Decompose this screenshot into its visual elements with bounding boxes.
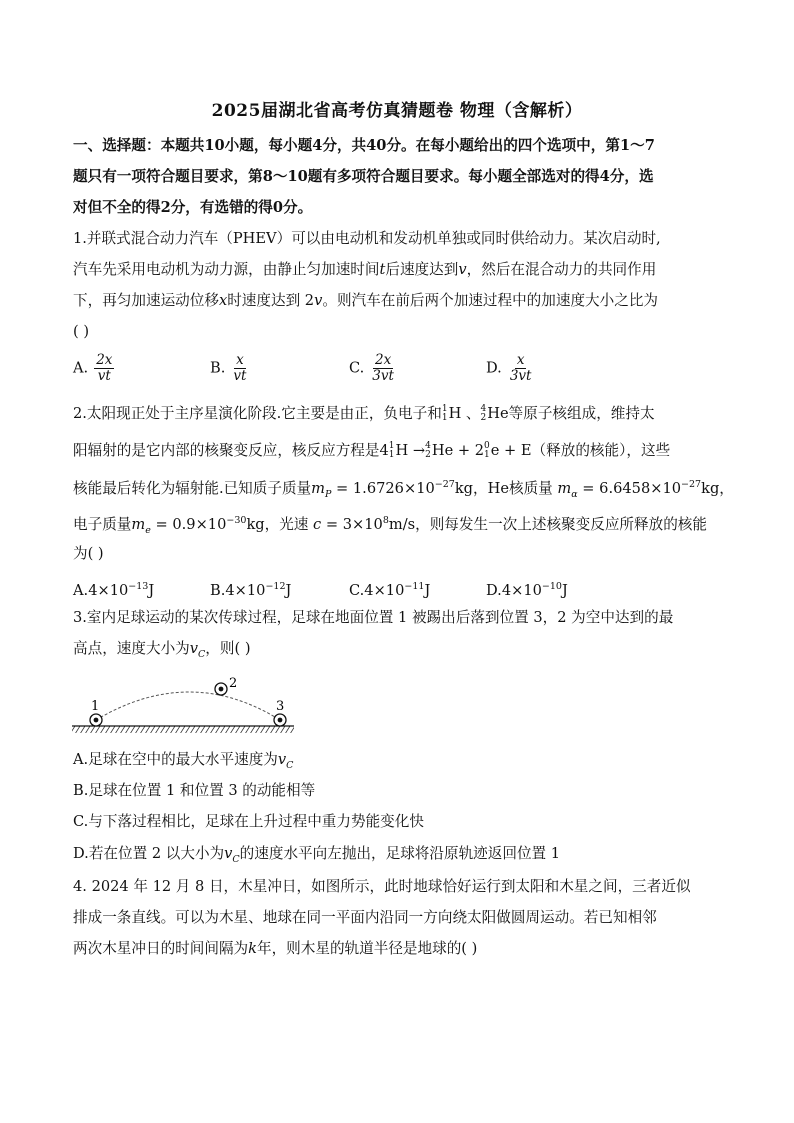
- q2-line-2: 阳辐射的是它内部的核聚变反应，核反应方程是4 1 1 H → 4 2 He + 2 0 1 e + E（释放的核能），这些: [73, 441, 671, 460]
- q1-line-4: ( ): [73, 323, 90, 340]
- q4-line-1: 4. 2024 年 12 月 8 日，木星冲日，如图所示，此时地球恰好运行到太阳和木星之间，三者近似: [73, 878, 691, 895]
- trajectory-path: [96, 692, 280, 720]
- q2-line-5: 为( ): [73, 545, 104, 562]
- q1-option-a: A. $\frac{2x}{vt}$: [73, 352, 113, 384]
- label-position-3: 3: [276, 699, 285, 714]
- page-title: 2025届湖北省高考仿真猜题卷 物理（含解析）: [211, 101, 583, 121]
- q2-line-1: 2.太阳现正处于主序星演化阶段.它主要是由正，负电子和 1 1 H 、 4 2 He等原子核组成，维持太: [73, 404, 655, 423]
- q3-option-b: B.足球在位置 1 和位置 3 的动能相等: [73, 782, 316, 799]
- q1-option-c: C. $\frac{2x}{3vt}$: [349, 352, 394, 384]
- q2-option-a: $A.4\times 10^{-13}J$: [73, 581, 155, 599]
- q2-line-4: 电子质量$m_e = 0.9\times 10^{-30}kg$，光速 $c = 3\times 10^8m/s$，则每发生一次上述核聚变反应所释放的核能: [73, 515, 707, 536]
- q4-line-2: 排成一条直线。可以为木星、地球在同一平面内沿同一方向绕太阳做圆周运动。若已知相邻: [73, 909, 657, 926]
- section-instructions-line-3: 对但不全的得2分，有选错的得0分。: [73, 199, 313, 216]
- q3-line-2: 高点，速度大小为$v_C$，则( ): [73, 640, 251, 660]
- q2-option-d: $D.4\times 10^{-10}J$: [486, 581, 568, 599]
- q3-option-a: A.足球在空中的最大水平速度为$v_C$: [73, 751, 294, 771]
- section-instructions-line-1: 一、选择题：本题共10小题，每小题4分，共40分。在每小题给出的四个选项中，第1～7: [73, 137, 655, 154]
- q1-option-d: D. $\frac{x}{3vt}$: [486, 352, 532, 384]
- ball-position-1: [90, 714, 102, 726]
- q2-line-3: 核能最后转化为辐射能.已知质子质量$m_P = 1.6726\times 10^{-27}kg$，He核质量 $m_\alpha = 6.6458\times 10^{-27}kg$，: [73, 479, 734, 500]
- q3-line-1: 3.室内足球运动的某次传球过程，足球在地面位置 1 被踢出后落到位置 3，2 为空中达到的最: [73, 609, 674, 626]
- football-trajectory-diagram: [70, 670, 300, 740]
- section-instructions-line-2: 题只有一项符合题目要求，第8～10题有多项符合题目要求。每小题全部选对的得4分，选: [73, 168, 654, 185]
- q1-line-3: 下，再匀加速运动位移x时速度达到 2v。则汽车在前后两个加速过程中的加速度大小之比为: [73, 292, 659, 309]
- label-position-2: 2: [229, 676, 238, 691]
- ball-position-2: [215, 683, 227, 695]
- q3-option-c: C.与下落过程相比，足球在上升过程中重力势能变化快: [73, 813, 424, 830]
- q1-option-b: B. $\frac{x}{vt}$: [210, 352, 247, 384]
- q4-line-3: 两次木星冲日的时间间隔为k年，则木星的轨道半径是地球的( ): [73, 940, 478, 957]
- q2-option-b: $B.4\times 10^{-12}J$: [210, 581, 292, 599]
- q2-option-c: $C.4\times 10^{-11}J$: [349, 581, 431, 599]
- q3-option-d: D.若在位置 2 以大小为$v_C$的速度水平向左抛出，足球将沿原轨迹返回位置 1: [73, 845, 561, 865]
- q1-line-1: 1.并联式混合动力汽车（PHEV）可以由电动机和发动机单独或同时供给动力。某次启动时,: [73, 230, 661, 247]
- ball-position-3: [274, 714, 286, 726]
- ground-hatching: [72, 726, 294, 733]
- q1-line-2: 汽车先采用电动机为动力源，由静止匀加速时间t后速度达到v，然后在混合动力的共同作用: [73, 261, 657, 278]
- label-position-1: 1: [91, 699, 100, 714]
